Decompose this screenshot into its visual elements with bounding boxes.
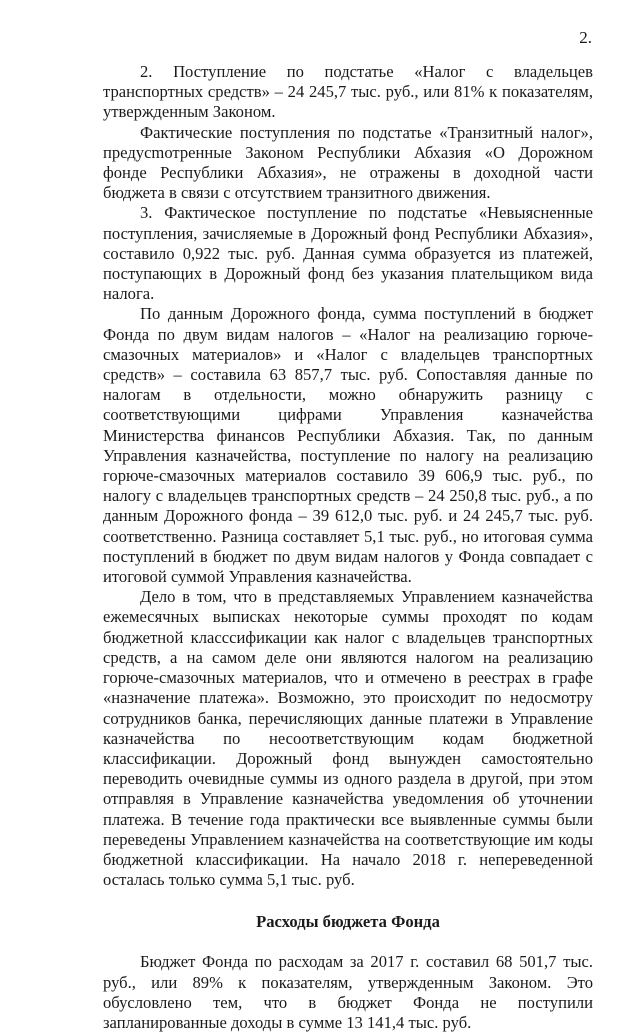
paragraph-transit-tax: Фактические поступления по подстатье «Транзитный налог», предусmотренные Законом Республики Абхазия «О Дорожном фонде Республики Абхазия», не отражены в доходной части бюджета в связи с отсутствием транзитного движения. [103,122,593,203]
document-body [103,62,593,1033]
paragraph-unidentified-receipts: 3. Фактическое поступление по подстатье «Невыясненные поступления, зачисляемые в Дорожный фонд Республики Абхазия», составило 0,922 тыс. руб. Данная сумма образуется из платежей, поступающих в Дорожный фонд без указания плательщиком вида налога. [103,203,593,304]
paragraph-treasury-discrepancy: Дело в том, что в представляемых Управлением казначейства ежемесячных выписках некоторые суммы проходят по кодам бюджетной класссификации как налог с владельцев транспортных средств, а на самом деле они являются налогом на реализацию горюче-смазочных материалов, что и отмечено в реестрах в графе «назначение платежа». Возможно, это происходит по недосмотру сотрудников банка, перечисляющих данные платежи в Управление казначейства по несоответствующим кодам бюджетной классификации. Дорожный фонд вынужден самостоятельно переводить очевидные суммы из одного раздела в другой, при этом отправляя в Управление казначейства уведомления об уточнении платежа. В течение года практически все выявленные суммы были переведены Управлением казначейства на соответствующие им коды бюджетной классификации. На начало 2018 г. непереведенной осталась только сумма 5,1 тыс. руб. [103,587,593,890]
paragraph-fund-receipts-comparison: По данным Дорожного фонда, сумма поступлений в бюджет Фонда по двум видам налогов – «Налог на реализацию горюче-смазочных материалов» и «Налог с владельцев транспортных средств» – составила 63 857,7 тыс. руб. Сопоставляя данные по налогам в отдельности, можно обнаружить разницу с соответствующими цифрами Управления казначейства Министерства финансов Республики Абхазия. Так, по данным Управления казначейства, поступление по налогу на реализацию горюче-смазочных материалов составило 39 606,9 тыс. руб., по налогу с владельцев транспортных средств – 24 250,8 тыс. руб., а по данным Дорожного фонда – 39 612,0 тыс. руб. и 24 245,7 тыс. руб. соответственно. Разница составляет 5,1 тыс. руб., но итоговая сумма поступлений в бюджет по двум видам налогов у Фонда совпадает с итоговой суммой Управления казначейства. [103,304,593,587]
section-heading-expenditures: Расходы бюджета Фонда [256,912,440,932]
page-number: 2. [579,28,592,47]
paragraph-expenditures: Бюджет Фонда по расходам за 2017 г. составил 68 501,7 тыс. руб., или 89% к показателям, утвержденным Законом. Это обусловлено тем, что в бюджет Фонда не поступили запланированные доходы в сумме 13 141,4 тыс. руб. [103,952,593,1032]
paragraph-vehicle-tax: 2. Поступление по подстатье «Налог с владельцев транспортных средств» – 24 245,7 тыс. руб., или 81% к показателям, утвержденным Законом. [103,62,593,122]
